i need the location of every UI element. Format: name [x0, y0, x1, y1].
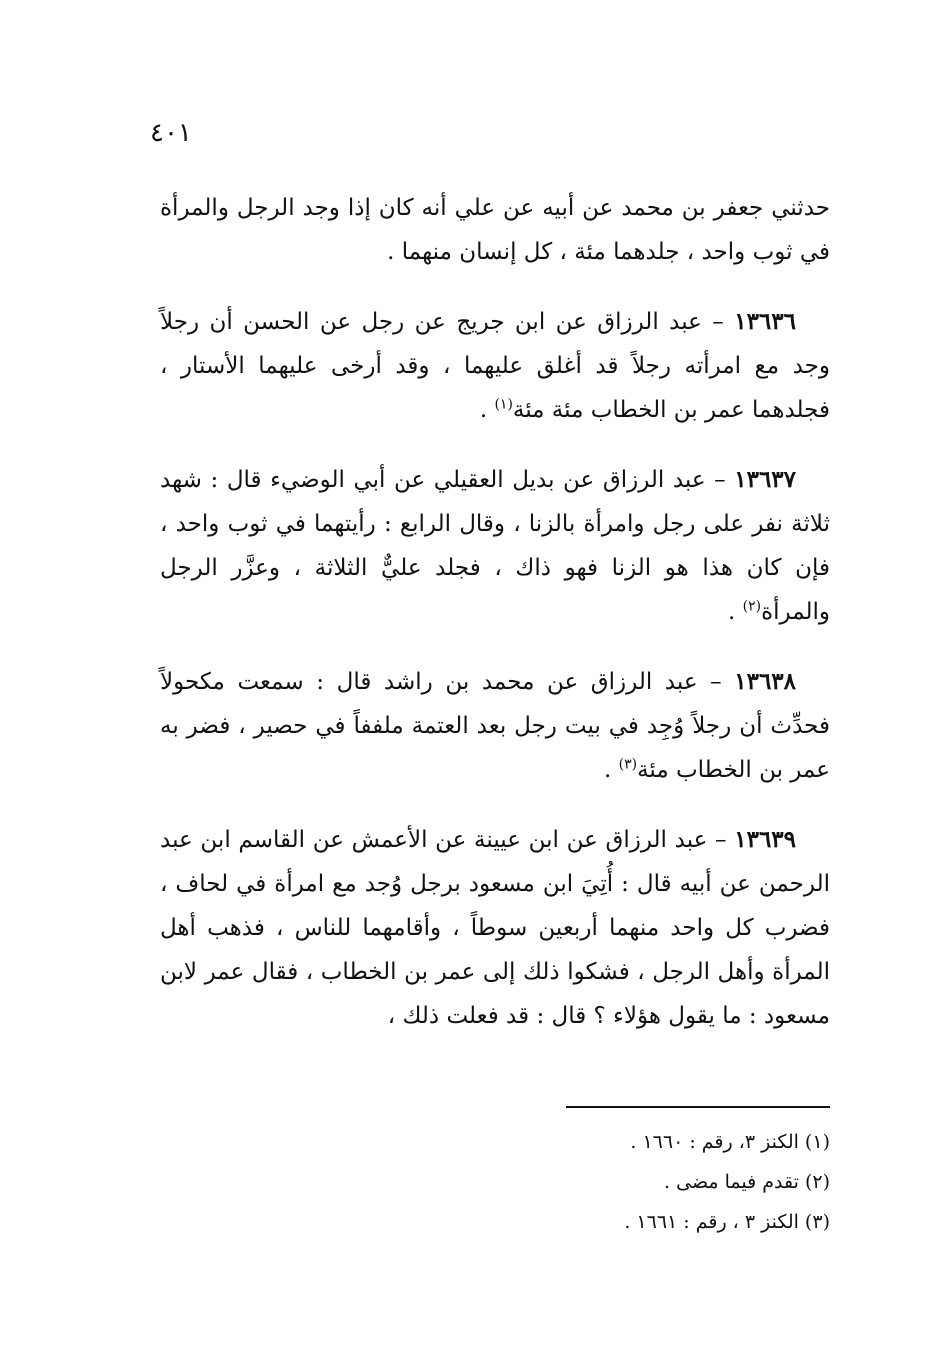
paragraph-tail: .: [603, 757, 619, 783]
paragraph-text: – عبد الرزاق عن بديل العقيلي عن أبي الوضيء قال : شهد ثلاثة نفر على رجل وامرأة بالزنا ، وقال الرابع : رأيتهما في ثوب واحد ، فإن كان هذا هو الزنا فهو ذاك ، فجلد عليٌّ الثلاثة ، وعزَّر الرجل والمرأة: [160, 467, 830, 625]
hadith-number: ١٣٦٣٧: [734, 466, 797, 493]
body-text: [160, 186, 830, 1038]
paragraph-text: – عبد الرزاق عن ابن عيينة عن الأعمش عن القاسم ابن عبد الرحمن عن أبيه قال : أُتِيَ ابن مسعود برجل وُجد مع امرأة في لحاف ، فضرب كل واحد منهما أربعين سوطاً ، وأقامهما للناس ، فذهب أهل المرأة وأهل الرجل ، فشكوا ذلك إلى عمر بن الخطاب ، فقال عمر لابن مسعود : ما يقول هؤلاء ؟ قال : قد فعلت ذلك ،: [160, 827, 830, 1029]
hadith-13639: [160, 818, 830, 1038]
hadith-13637: [160, 458, 830, 634]
paragraph-text: – عبد الرزاق عن ابن جريج عن رجل عن الحسن أن رجلاً وجد مع امرأته رجلاً قد أغلق عليهما ، وقد أرخى عليهما الأستار ، فجلدهما عمر بن الخطاب مئة مئة: [160, 309, 830, 423]
footnote-mark: (٣): [618, 756, 638, 773]
footnote-1: (١) الكنز ٣، رقم : ١٦٦٠ .: [630, 1131, 830, 1153]
hadith-13638: [160, 660, 830, 792]
footnote-mark: (١): [494, 396, 513, 413]
footnote-3: (٣) الكنز ٣ ، رقم : ١٦٦١ .: [624, 1211, 830, 1233]
paragraph-text: – عبد الرزاق عن محمد بن راشد قال : سمعت مكحولاً فحدِّث أن رجلاً وُجِد في بيت رجل بعد العتمة ملففاً في حصير ، فضر به عمر بن الخطاب مئة: [160, 669, 830, 783]
hadith-number: ١٣٦٣٨: [734, 668, 797, 695]
paragraph-text: حدثني جعفر بن محمد عن أبيه عن علي أنه كان إذا وجد الرجل والمرأة في ثوب واحد ، جلدهما مئة ، كل إنسان منهما .: [160, 195, 830, 265]
page-number: ٤٠١: [150, 118, 192, 148]
paragraph-tail: .: [727, 599, 743, 625]
footnote-2: (٢) تقدم فيما مضى .: [664, 1171, 830, 1193]
hadith-13636: [160, 300, 830, 432]
hadith-number: ١٣٦٣٦: [734, 308, 796, 335]
hadith-number: ١٣٦٣٩: [734, 826, 797, 853]
paragraph-continuation: [160, 186, 830, 274]
footnote-mark: (٢): [742, 598, 762, 615]
footnotes: [420, 1122, 830, 1242]
paragraph-tail: .: [479, 397, 495, 423]
footnote-divider: [566, 1106, 830, 1108]
